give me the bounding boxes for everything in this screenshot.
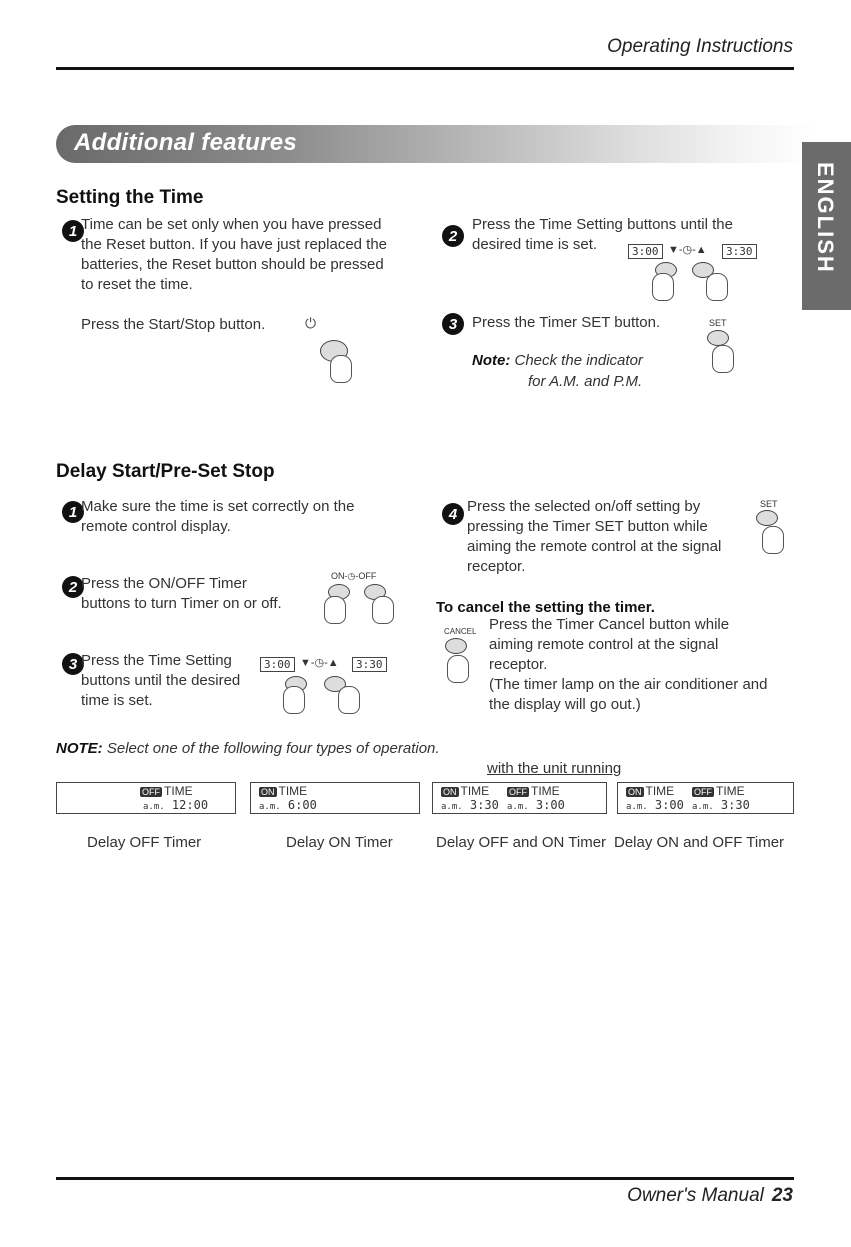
time-adjust-icon: ▼-◷-▲ [300,657,339,669]
timer-value: a.m. 3:00 [507,798,565,812]
note-line: for A.M. and P.M. [528,373,643,390]
pointing-hand-icon [652,273,674,301]
timer-indicator: OFF TIME [694,784,745,798]
step-number: 4 [442,503,464,525]
set-button-illustration [756,510,778,526]
step-number: 1 [62,220,84,242]
unit-running-label: with the unit running [487,760,622,777]
note-line: Note: Check the indicator [472,352,643,369]
step-text: Press the Timer SET button. [472,314,661,331]
step-text: Time can be set only when you have pressed the Reset button. If you have just replaced the batteries, the Reset button should be pressed to reset the time. [81,216,388,293]
pointing-hand-icon [372,596,394,624]
footer-rule [56,1177,794,1180]
page-number: 23 [771,1185,793,1206]
power-icon: ⏻ [305,315,317,331]
set-button-label: SET [760,499,778,509]
timer-indicator: OFF TIME [509,784,560,798]
pointing-hand-icon [447,655,469,683]
panel-caption: Delay OFF and ON Timer [436,834,607,851]
on-off-timer-label: ON-◷-OFF [331,571,377,581]
pointing-hand-icon [762,526,784,554]
pointing-hand-icon [330,355,352,383]
operation-note: NOTE: Select one of the following four types of operation. [56,740,440,757]
time-adjust-icon: ▼-◷-▲ [668,244,707,256]
timer-indicator: OFF TIME [142,784,193,798]
panel-caption: Delay ON and OFF Timer [614,834,785,851]
page-header-title: Operating Instructions [607,36,793,57]
timer-value: a.m. 3:30 [692,798,750,812]
step-number: 2 [442,225,464,247]
set-button-label: SET [709,318,727,328]
panel-caption: Delay OFF Timer [87,834,202,851]
panel-caption: Delay ON Timer [286,834,393,851]
cancel-button-illustration [445,638,467,654]
language-tab-label: ENGLISH [813,162,838,274]
header-rule [56,67,794,70]
timer-indicator: ON TIME [443,784,490,798]
pointing-hand-icon [706,273,728,301]
step-number: 3 [442,313,464,335]
banner-title: Additional features [74,129,298,156]
set-button-illustration [707,330,729,346]
step-text: Press the selected on/off setting by pressing the Timer SET button while aiming the remote control at the signal receptor. [467,498,722,575]
timer-display-panel [56,782,236,814]
cancel-button-label: CANCEL [444,627,477,636]
timer-indicator: ON TIME [628,784,675,798]
step-text: Press the Time Setting buttons until the desired time is set. [81,652,241,709]
section-title-delay: Delay Start/Pre-Set Stop [56,461,275,482]
pointing-hand-icon [324,596,346,624]
timer-value: a.m. 6:00 [259,798,317,812]
time-display: 3:00 [628,244,663,259]
timer-value: a.m. 3:00 [626,798,684,812]
step-text: Press the ON/OFF Timer buttons to turn Timer on or off. [81,575,282,612]
step-number: 2 [62,576,84,598]
cancel-section-title: To cancel the setting the timer. [436,599,655,616]
time-display: 3:00 [260,657,295,672]
section-title-setting-time: Setting the Time [56,187,204,208]
pointing-hand-icon [338,686,360,714]
timer-indicator: ON TIME [261,784,308,798]
time-display: 3:30 [352,657,387,672]
pointing-hand-icon [283,686,305,714]
step-number: 1 [62,501,84,523]
step-number: 3 [62,653,84,675]
time-display: 3:30 [722,244,757,259]
timer-display-panel [432,782,607,814]
timer-display-panel [617,782,794,814]
step-text: Press the Time Setting buttons until the desired time is set. [472,216,733,253]
step-text: Make sure the time is set correctly on the remote control display. [81,498,355,535]
page-footer: Owner's Manual 23 [627,1185,793,1206]
timer-display-panel [250,782,420,814]
cancel-instructions: Press the Timer Cancel button while aiming remote control at the signal receptor. (The timer lamp on the air conditioner and the display will go out.) [489,616,768,713]
pointing-hand-icon [712,345,734,373]
timer-value: a.m. 3:30 [441,798,499,812]
start-stop-instruction: Press the Start/Stop button. [81,316,266,333]
timer-value: a.m. 12:00 [143,798,209,812]
